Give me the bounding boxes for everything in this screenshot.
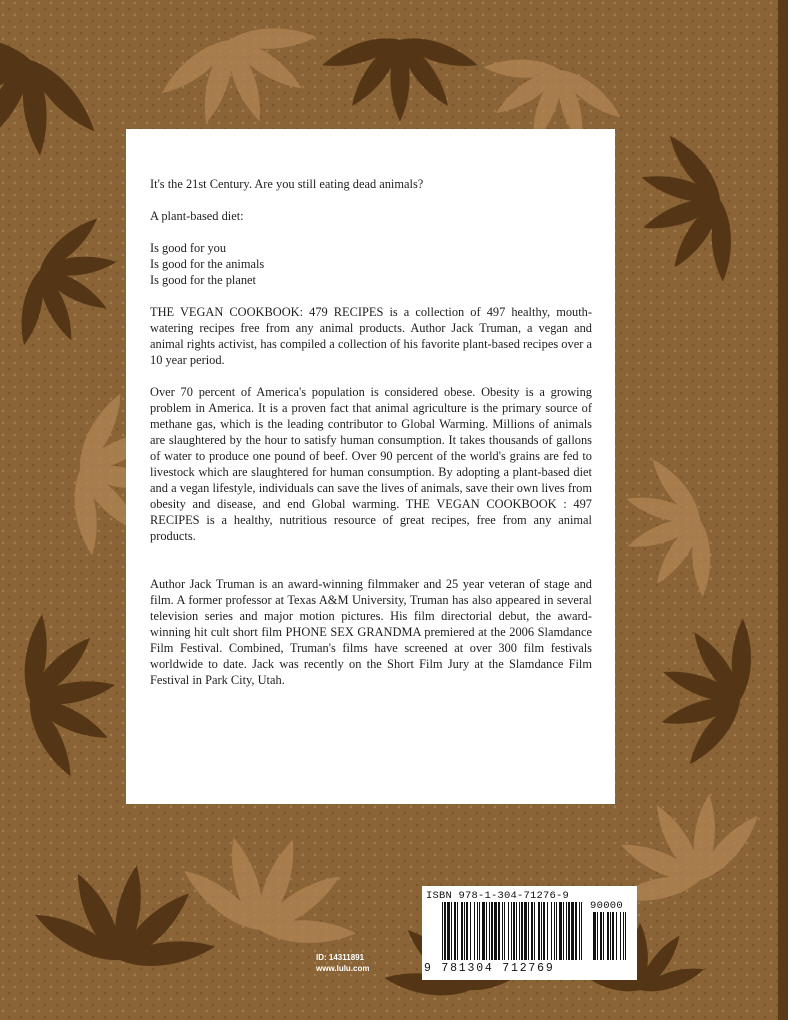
- author-bio-paragraph: Author Jack Truman is an award-winning filmmaker and 25 year veteran of stage and film. A former professor at Texas A&M University, Truman has also appeared in several television series and major motion pictures. His film directorial debut, the award-winning hit cult short film PHONE SEX GRANDMA premiered at the 2006 Slamdance Film Festival. Combined, Truman's films have screened at over 300 film festivals worldwide to date. Jack was recently on the Short Film Jury at the Slamdance Film Festival in Park City, Utah.: [150, 577, 592, 687]
- publisher-id: ID: 14311891: [316, 953, 365, 962]
- barcode-bar: [479, 902, 480, 960]
- barcode-bar: [474, 902, 475, 960]
- barcode-bar: [563, 902, 564, 960]
- barcode-addon-bar: [625, 912, 626, 960]
- barcode-addon-bar: [616, 912, 617, 960]
- benefit-item: Is good for the animals: [150, 257, 265, 271]
- barcode-bar: [579, 902, 580, 960]
- barcode-bar: [489, 902, 490, 960]
- back-cover-text-panel: [126, 129, 615, 804]
- barcode-bar: [566, 902, 567, 960]
- barcode-addon-bar: [593, 912, 596, 960]
- barcode-bar: [457, 902, 458, 960]
- isbn-barcode-box: [422, 886, 637, 980]
- barcode-bar: [516, 902, 517, 960]
- barcode-bar: [477, 902, 478, 960]
- barcode-digits: 9 781304 712769: [424, 962, 555, 975]
- barcode-bar: [551, 902, 552, 960]
- barcode-bars: [442, 902, 628, 962]
- barcode-addon-bar: [623, 912, 624, 960]
- barcode-bar: [491, 902, 493, 960]
- barcode-bar: [502, 902, 503, 960]
- barcode-bar: [482, 902, 485, 960]
- barcode-addon-bar: [610, 912, 611, 960]
- barcode-addon-bar: [620, 912, 621, 960]
- barcode-bar: [466, 902, 468, 960]
- benefits-list: [150, 240, 592, 288]
- publisher-info: [316, 952, 369, 974]
- barcode-bar: [554, 902, 555, 960]
- publisher-website: www.lulu.com: [316, 964, 370, 973]
- barcode-bar: [444, 902, 446, 960]
- barcode-bar: [504, 902, 505, 960]
- benefit-item: Is good for the planet: [150, 273, 256, 287]
- barcode-bar: [568, 902, 570, 960]
- barcode-bar: [571, 902, 574, 960]
- barcode-bar: [575, 902, 577, 960]
- barcode-bar: [541, 902, 542, 960]
- barcode-bar: [461, 902, 463, 960]
- barcode-bar: [513, 902, 515, 960]
- barcode-bar: [451, 902, 452, 960]
- barcode-bar: [508, 902, 509, 960]
- barcode-bar: [547, 902, 548, 960]
- barcode-bar: [524, 902, 527, 960]
- barcode-addon-bar: [600, 912, 602, 960]
- barcode-bar: [538, 902, 540, 960]
- barcode-bar: [454, 902, 456, 960]
- barcode-bar: [464, 902, 465, 960]
- barcode-bar: [581, 902, 582, 960]
- barcode-bar: [511, 902, 512, 960]
- barcode-bar: [447, 902, 450, 960]
- barcode-bar: [486, 902, 487, 960]
- description-paragraph: THE VEGAN COOKBOOK: 479 RECIPES is a collection of 497 healthy, mouth-watering recipes free from any animal products. Author Jack Truman, a vegan and animal rights activist, has compiled a collection of his favorite plant-based recipes over a 10 year period.: [150, 305, 592, 367]
- barcode-bar: [470, 902, 471, 960]
- intro-line: It's the 21st Century. Are you still eating dead animals?: [150, 177, 424, 191]
- barcode-addon-bar: [597, 912, 598, 960]
- price-addon-code: 90000: [590, 900, 624, 912]
- barcode-bar: [531, 902, 533, 960]
- barcode-addon-bar: [607, 912, 609, 960]
- barcode-bar: [498, 902, 500, 960]
- barcode-bar: [543, 902, 545, 960]
- barcode-bar: [442, 902, 443, 960]
- barcode-bar: [556, 902, 557, 960]
- barcode-bar: [494, 902, 497, 960]
- plant-based-heading: A plant-based diet:: [150, 209, 244, 223]
- barcode-bar: [559, 902, 562, 960]
- barcode-addon-bar: [612, 912, 614, 960]
- barcode-bar: [519, 902, 520, 960]
- barcode-bar: [534, 902, 535, 960]
- barcode-addon-bar: [603, 912, 604, 960]
- benefit-item: Is good for you: [150, 241, 227, 255]
- obesity-paragraph: Over 70 percent of America's population is considered obese. Obesity is a growing problem in America. It is a proven fact that animal agriculture is the primary source of methane gas, which is the leading contributor to Global Warming. Millions of animals are slaughtered by the hour to satisfy human consumption. It takes thousands of gallons of water to produce one pound of beef. Over 90 percent of the world's grains are fed to livestock which are slaughtered for human consumption. By adopting a plant-based diet and a vegan lifestyle, individuals can save the lives of animals, save their own lives from obesity and disease, and end Global warming. THE VEGAN COOKBOOK : 497 RECIPES is a healthy, nutritious resource of great recipes, free from any animal products.: [150, 385, 592, 543]
- barcode-bar: [521, 902, 523, 960]
- barcode-bar: [528, 902, 529, 960]
- isbn-label: ISBN 978-1-304-71276-9: [426, 890, 570, 902]
- cover-edge-strip: [778, 0, 788, 1020]
